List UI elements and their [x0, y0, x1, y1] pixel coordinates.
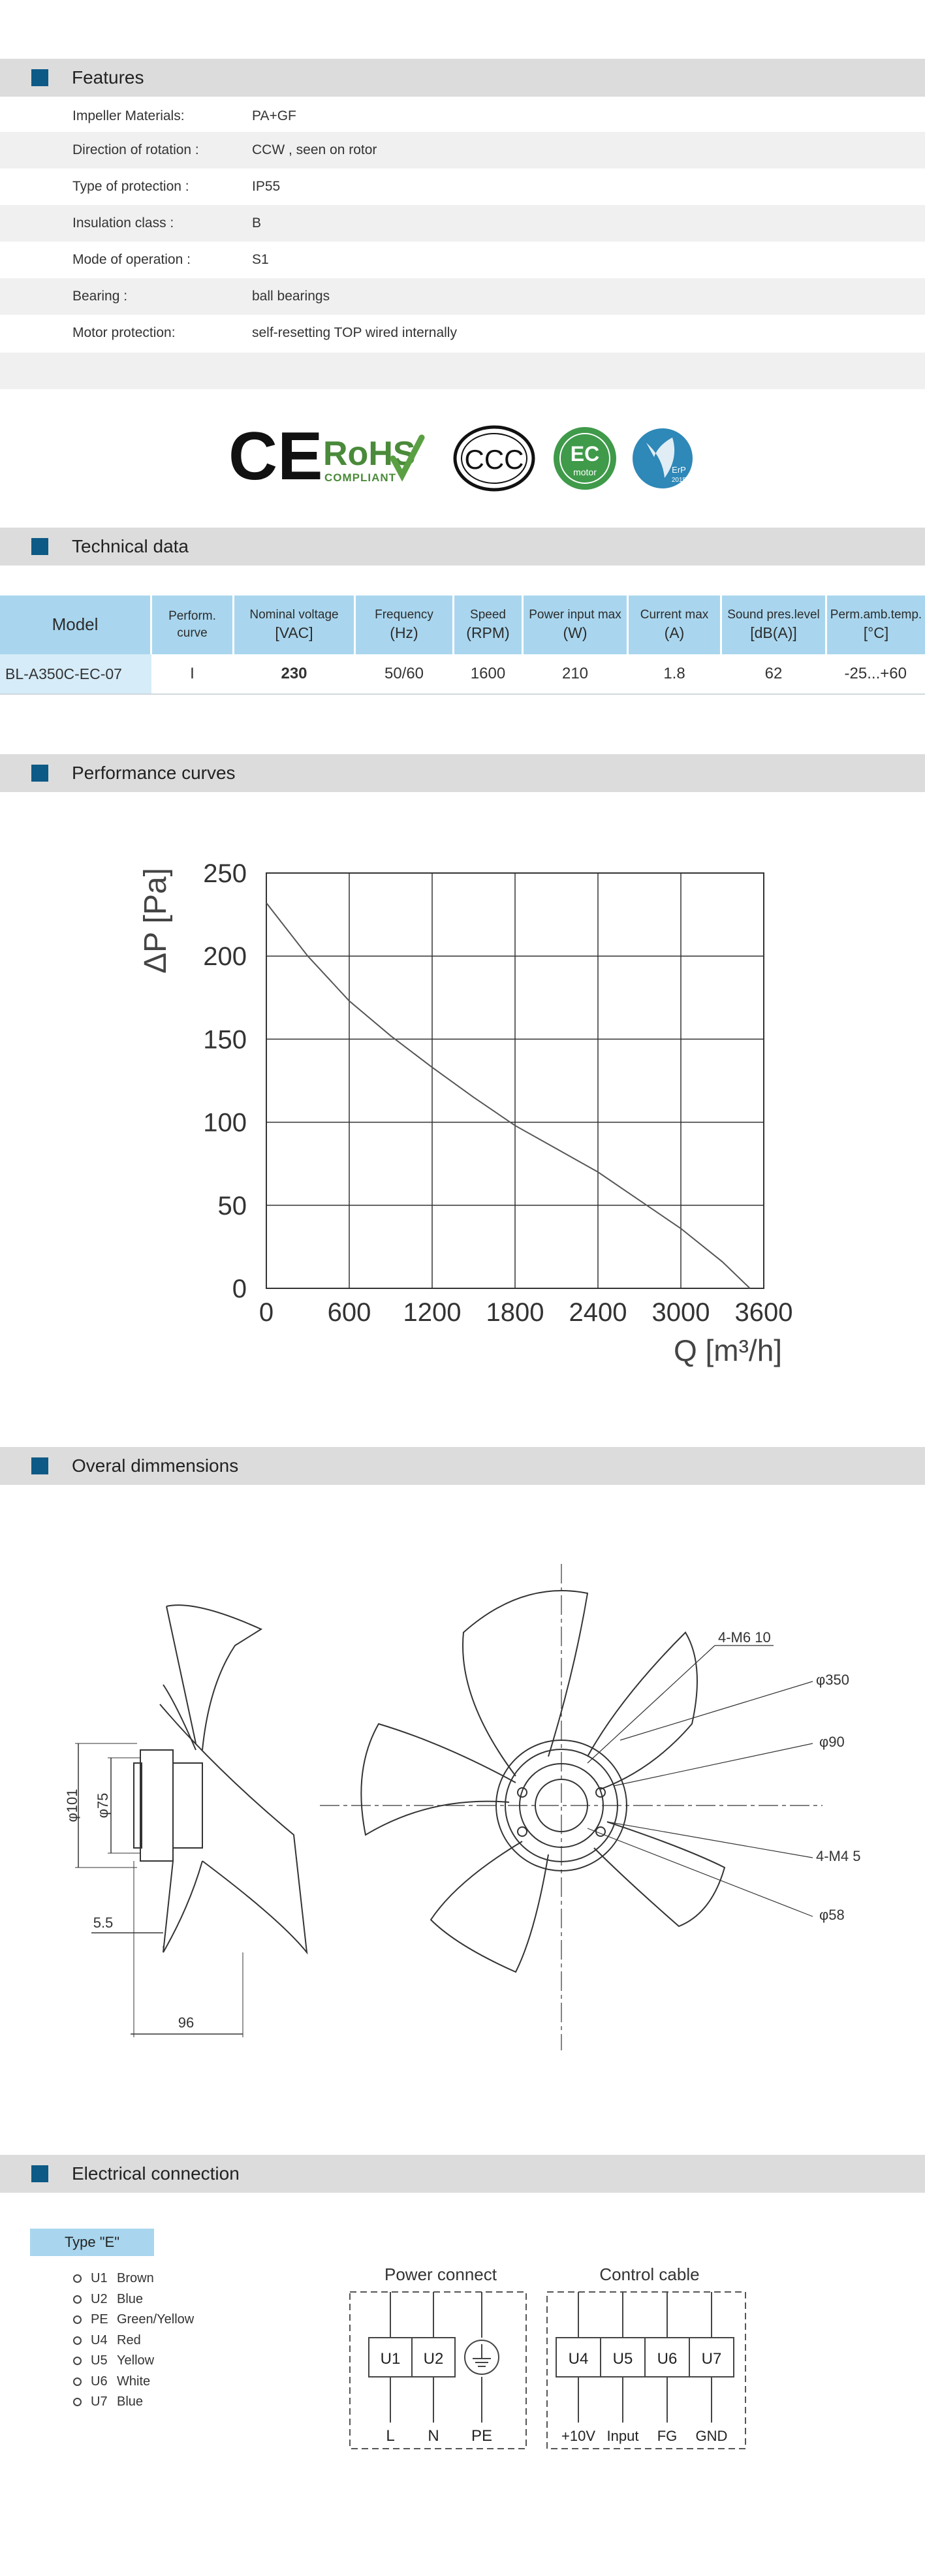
features-spacer — [0, 353, 925, 389]
feature-value: CCW , seen on rotor — [252, 142, 377, 157]
feature-row — [0, 205, 925, 242]
dim-label-d101: φ101 — [64, 1789, 80, 1822]
ccc-logo-icon — [455, 427, 533, 490]
section-marker-icon — [31, 765, 48, 782]
features-title: Features — [72, 67, 144, 87]
bullet-icon — [73, 2274, 82, 2283]
dim-label-d58: φ58 — [819, 1907, 845, 1923]
electrical-section-header — [0, 2155, 925, 2193]
terminal-label-fg: FG — [657, 2428, 678, 2444]
terminal-label-pe: PE — [471, 2427, 493, 2445]
svg-text:CCC: CCC — [464, 444, 524, 475]
list-item: U4 Red — [73, 2330, 194, 2351]
col-header-curve: Perform. curve — [151, 596, 234, 654]
feature-value: S1 — [252, 252, 269, 267]
list-item: U1 Brown — [73, 2268, 194, 2289]
technical-title: Technical data — [72, 536, 189, 556]
cell-current: 1.8 — [628, 654, 721, 694]
cell-curve: I — [151, 654, 234, 694]
power-connect-title: Power connect — [384, 2265, 497, 2284]
feature-value: PA+GF — [252, 108, 296, 123]
bullet-icon — [73, 2315, 82, 2324]
y-axis-label: ΔP [Pa] — [138, 868, 173, 974]
bullet-icon — [73, 2377, 82, 2386]
section-marker-icon — [31, 2165, 48, 2182]
feature-label: Motor protection: — [72, 325, 176, 340]
svg-text:motor: motor — [573, 467, 597, 477]
feature-label: Mode of operation : — [72, 252, 191, 267]
x-tick-label: 3600 — [734, 1298, 793, 1327]
section-marker-icon — [31, 538, 48, 555]
cell-temp: -25...+60 — [826, 654, 925, 694]
performance-title: Performance curves — [72, 763, 236, 783]
technical-section-header — [0, 528, 925, 565]
terminal-u2: U2 — [423, 2350, 444, 2368]
cell-sound: 62 — [721, 654, 826, 694]
feature-row — [0, 315, 925, 351]
y-tick-label: 100 — [203, 1108, 247, 1137]
feature-row — [0, 278, 925, 315]
y-tick-label: 50 — [217, 1191, 247, 1220]
feature-label: Bearing : — [72, 289, 128, 304]
list-item: U6 White — [73, 2372, 194, 2393]
section-marker-icon — [31, 1457, 48, 1474]
dim-label-d350: φ350 — [816, 1672, 849, 1688]
feature-row — [0, 242, 925, 278]
dimensions-title: Overal dimmensions — [72, 1455, 239, 1476]
svg-text:COMPLIANT: COMPLIANT — [324, 471, 397, 484]
power-connect-box — [350, 2292, 526, 2449]
control-cable-title: Control cable — [599, 2265, 700, 2284]
ec-motor-logo-icon — [554, 427, 616, 490]
bullet-icon — [73, 2357, 82, 2365]
control-cable-box — [547, 2292, 745, 2449]
y-tick-label: 0 — [232, 1275, 247, 1303]
feature-row — [0, 168, 925, 205]
feature-value: self-resetting TOP wired internally — [252, 325, 457, 340]
col-header-speed: Speed (RPM) — [454, 596, 523, 654]
feature-label: Impeller Materials: — [72, 108, 185, 123]
dimensions-section-header — [0, 1447, 925, 1485]
terminal-label-input: Input — [606, 2428, 639, 2444]
col-header-model: Model — [0, 596, 151, 654]
table-row — [0, 654, 925, 694]
list-item: PE Green/Yellow — [73, 2310, 194, 2330]
connection-type-badge: Type "E" — [30, 2229, 154, 2256]
fan-side-view-icon — [75, 1605, 307, 2037]
dim-label-d75: φ75 — [95, 1792, 111, 1819]
feature-value: ball bearings — [252, 289, 330, 304]
dim-label-d90: φ90 — [819, 1734, 845, 1750]
section-marker-icon — [31, 69, 48, 86]
cell-frequency: 50/60 — [355, 654, 454, 694]
svg-text:RoHS: RoHS — [323, 435, 416, 473]
electrical-title: Electrical connection — [72, 2163, 240, 2184]
svg-text:EC: EC — [570, 442, 600, 466]
bullet-icon — [73, 2398, 82, 2406]
terminal-u6: U6 — [657, 2350, 678, 2368]
terminal-u4: U4 — [568, 2350, 589, 2368]
col-header-power: Power input max (W) — [523, 596, 628, 654]
list-item: U5 Yellow — [73, 2351, 194, 2372]
terminal-label-l: L — [386, 2427, 395, 2445]
technical-data-table — [0, 596, 925, 695]
svg-text:ErP: ErP — [672, 465, 686, 475]
feature-label: Insulation class : — [72, 215, 174, 231]
feature-row — [0, 132, 925, 168]
x-axis-label: Q [m³/h] — [673, 1333, 783, 1367]
svg-text:2015: 2015 — [671, 477, 687, 484]
performance-curve-line — [266, 903, 750, 1288]
feature-value: IP55 — [252, 179, 281, 194]
col-header-frequency: Frequency (Hz) — [355, 596, 454, 654]
x-tick-label: 1800 — [486, 1298, 544, 1327]
x-tick-label: 600 — [327, 1298, 371, 1327]
x-tick-label: 2400 — [569, 1298, 627, 1327]
terminal-label-n: N — [428, 2427, 439, 2445]
cell-speed: 1600 — [454, 654, 523, 694]
dim-label-5-5: 5.5 — [93, 1915, 114, 1931]
bullet-icon — [73, 2336, 82, 2345]
dim-label-m4: 4-M4 5 — [816, 1848, 861, 1864]
cell-power: 210 — [523, 654, 628, 694]
certification-logos — [222, 418, 705, 496]
col-header-current: Current max (A) — [628, 596, 721, 654]
y-tick-label: 150 — [203, 1025, 247, 1055]
cell-voltage: 230 — [234, 654, 355, 694]
performance-chart — [0, 823, 925, 1397]
terminal-label-gnd: GND — [695, 2428, 728, 2444]
dim-label-96: 96 — [178, 2014, 195, 2031]
table-header-row — [0, 596, 925, 654]
col-header-sound: Sound pres.level [dB(A)] — [721, 596, 826, 654]
y-tick-label: 250 — [203, 859, 247, 888]
erp-logo-icon — [633, 428, 693, 488]
bullet-icon — [73, 2295, 82, 2304]
feature-label: Direction of rotation : — [72, 142, 199, 157]
y-tick-label: 200 — [203, 942, 247, 972]
feature-label: Type of protection : — [72, 179, 189, 194]
x-tick-label: 1200 — [403, 1298, 462, 1327]
col-header-voltage: Nominal voltage [VAC] — [234, 596, 355, 654]
dim-label-m6: 4-M6 10 — [718, 1629, 771, 1646]
ce-mark-icon — [228, 419, 322, 494]
dimension-drawing — [0, 1554, 925, 2076]
wiring-diagram — [339, 2259, 757, 2455]
terminal-u5: U5 — [612, 2350, 633, 2368]
col-header-temp: Perm.amb.temp. [°C] — [826, 596, 925, 654]
svg-text:CE: CE — [228, 419, 323, 494]
x-tick-label: 3000 — [651, 1298, 710, 1327]
terminal-label-10v: +10V — [561, 2428, 595, 2444]
wire-color-list — [73, 2268, 194, 2413]
ground-icon — [473, 2344, 491, 2366]
terminal-u1: U1 — [380, 2350, 401, 2368]
list-item: U7 Blue — [73, 2392, 194, 2413]
terminal-u7: U7 — [701, 2350, 722, 2368]
list-item: U2 Blue — [73, 2289, 194, 2310]
cell-model: BL-A350C-EC-07 — [0, 654, 151, 694]
x-tick-label: 0 — [259, 1298, 274, 1327]
feature-row — [0, 98, 925, 135]
features-section-header — [0, 59, 925, 97]
performance-section-header — [0, 754, 925, 792]
feature-value: B — [252, 215, 262, 231]
rohs-logo-icon — [323, 435, 422, 484]
